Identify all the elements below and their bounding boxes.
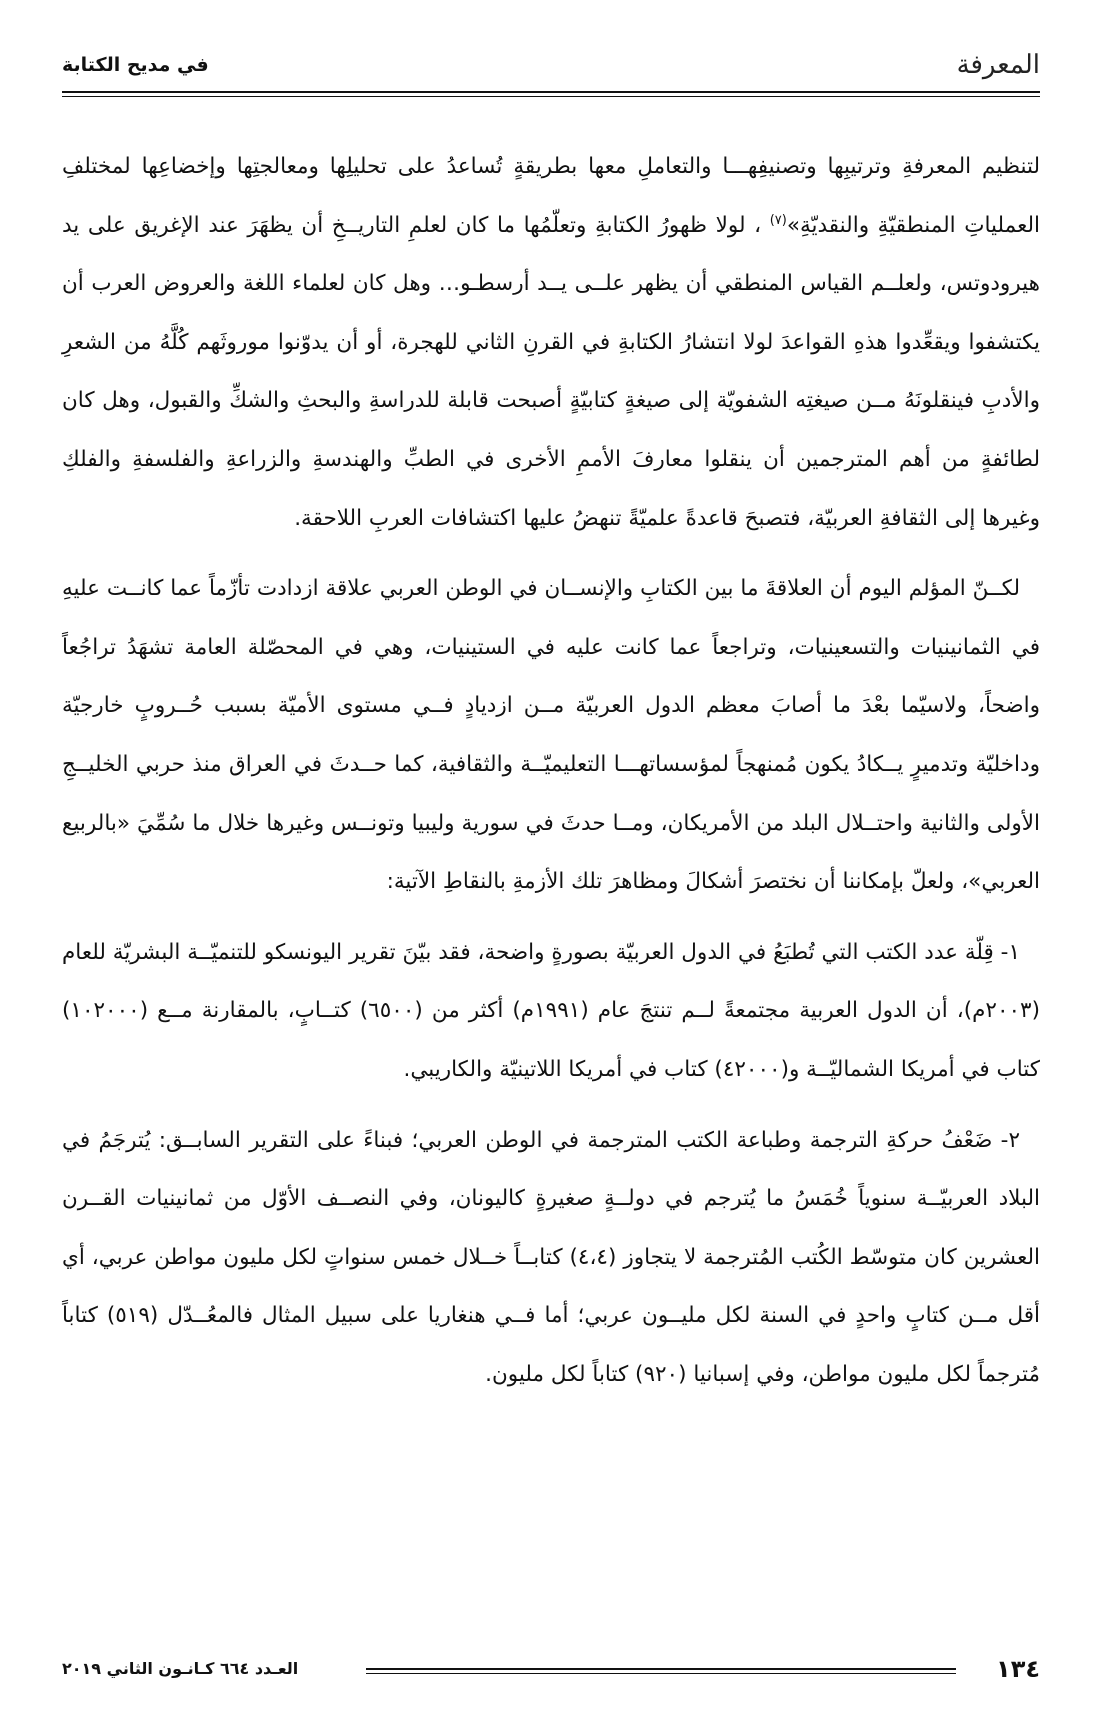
page-header [62,46,1040,98]
paragraph-1-text-b: ، لولا ظهورُ الكتابةِ وتعلّمُها ما كان لعلمِ التاريــخِ أن يظهَرَ عند الإغريق على يد هيرودوتس، ولعلــم القياس المنطقي أن يظهر علــى يــد أرسطـو… وهل كان لعلماء اللغة والعروض العرب أن يكتشفوا ويقعِّدوا هذهِ القواعدَ لولا انتشارُ الكتابةِ في القرنِ الثاني للهجرة، أو أن يدوّنوا موروثَهم كُلَّهُ من الشعرِ والأدبِ فينقلونَهُ مــن صيغتِه الشفويّة إلى صيغةٍ كتابيّةٍ أصبحت قابلة للدراسةِ والبحثِ والشكِّ والقبول، وهل كان لطائفةٍ من أهم المترجمين أن ينقلوا معارفَ الأممِ الأخرى في الطبِّ والهندسةِ والزراعةِ والفلسفةِ والفلكِ وغيرها إلى الثقافةِ العربيّة، فتصبحَ قاعدةً علميّةً تنهضُ عليها اكتشافات العربِ اللاحقة. [62,212,1040,531]
header-rule [62,91,1040,93]
page-footer [62,1655,1040,1695]
footer-rule-thin [366,1673,956,1674]
list-item-1: ١- قِلّة عدد الكتب التي تُطبَعُ في الدول العربيّة بصورةٍ واضحة، فقد بيّنَ تقرير اليونسكو للتنميّــة البشريّة للعام (٢٠٠٣م)، أن الدول العربية مجتمعةً لــم تنتجَ عام (١٩٩١م) أكثر من (٦٥٠٠) كتــابٍ، بالمقارنة مــع (١٠٢٠٠٠) كتاب في أمريكا الشماليّــة و(٤٢٠٠٠) كتاب في أمريكا اللاتينيّة والكاريبي. [62,939,1040,1082]
article-body [62,138,1040,1404]
issue-info: العـدد ٦٦٤ كـانـون الثاني ٢٠١٩ [62,1659,299,1678]
journal-brand-logo: المعرفة [956,50,1040,80]
paragraph-1 [62,138,1040,548]
footer-rule [366,1668,956,1670]
paragraph-1-text-a: لتنظيم المعرفةِ وترتيبِها وتصنيفِهـــا والتعاملِ معها بطريقةٍ تُساعدُ على تحليلِها ومعالجتِها وإخضاعِها لمختلفِ العملياتِ المنطقيّةِ والنقديّةِ» [62,154,1040,238]
list-item-2: ٢- ضَعْفُ حركةِ الترجمة وطباعة الكتب المترجمة في الوطن العربي؛ فبناءً على التقرير السابــق: يُترجَمُ في البلاد العربيّــة سنوياً خُمَسُ ما يُترجم في دولــةٍ صغيرةٍ كاليونان، وفي النصــف الأوّل من ثمانينيات القــرن العشرين كان متوسّط الكُتب المُترجمة لا يتجاوز (٤،٤) كتابــاً خــلال خمس سنواتٍ لكل مليون مواطن عربي، أي أقل مــن كتابٍ واحدٍ في السنة لكل مليــون عربي؛ أما فــي هنغاريا على سبيل المثال فالمعُــدّل (٥١٩) كتاباً مُترجماً لكل مليون مواطن، وفي إسبانيا (٩٢٠) كتاباً لكل مليون. [62,1127,1041,1387]
header-rule-thin [62,96,1040,97]
footnote-reference: (٧) [769,212,787,228]
paragraph-2: لكــنّ المؤلم اليوم أن العلاقةَ ما بين الكتابِ والإنســان في الوطن العربي علاقة ازدادت تأزّماً عما كانــت عليهِ في الثمانينيات والتسعينيات، وتراجعاً عما كانت عليه في الستينيات، وهي في المحصّلة العامة تشهَدُ تراجُعاً واضحاً، ولاسيّما بعْدَ ما أصابَ معظم الدول العربيّة مــن ازديادٍ فــي مستوى الأميّة بسبب حُــروبٍ خارجيّة وداخليّة وتدميرٍ يــكادُ يكون مُمنهجاً لمؤسساتهـــا التعليميّــة والثقافية، كما حــدثَ في العراق منذ حربي الخليــجِ الأولى والثانية واحتــلال البلد من الأمريكان، ومــا حدثَ في سورية وليبيا وتونــس وغيرها خلال ما سُمِّيَ «بالربيع العربي»، ولعلّ بإمكاننا أن نختصرَ أشكالَ ومظاهرَ تلك الأزمةِ بالنقاطِ الآتية: [62,576,1040,895]
page-number: ١٣٤ [996,1655,1040,1683]
running-title: في مديح الكتابة [62,54,209,76]
